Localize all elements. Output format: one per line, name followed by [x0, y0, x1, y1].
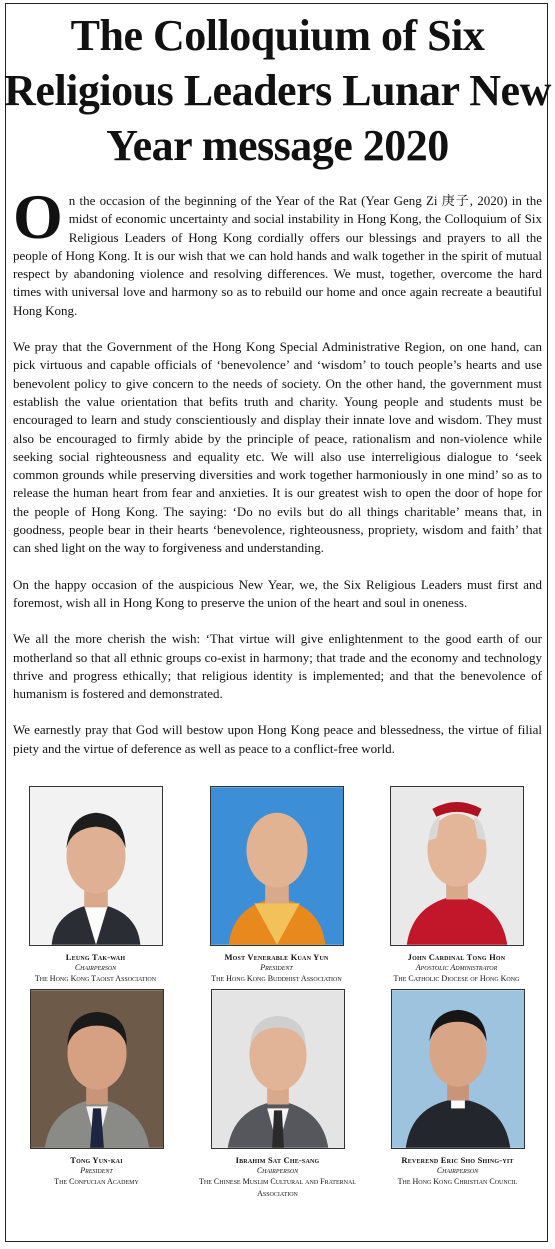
paragraph-5: We earnestly pray that God will bestow upon Hong Kong peace and blessedness, the virtue of filial piety and the virtue of deference as well as peace to a conflict-free world.: [13, 722, 542, 756]
portrait-photo: [30, 989, 164, 1149]
leader-name: Leung Tak-wah: [65, 952, 126, 962]
leader-role: President: [260, 963, 293, 972]
leader-organization: The Hong Kong Christian Council: [397, 1177, 518, 1186]
paragraph-4: We all the more cherish the wish: ‘That virtue will give enlightenment to the good earth of our motherland so that all ethnic groups co-exist in harmony; that trade and the economy and technology thrive and progress ethically; that religious identity is implemented; and that the benevolence of humanism is fostered and demonstrated.: [13, 631, 542, 702]
leader-role: Chairperson: [74, 963, 117, 972]
leader-role: Chairperson: [436, 1166, 479, 1175]
portrait-photo: [211, 989, 345, 1149]
leader-card-3: [364, 786, 549, 985]
drop-cap: O: [13, 181, 63, 252]
leader-organization: The Catholic Diocese of Hong Kong: [393, 974, 520, 983]
leader-name: John Cardinal Tong Hon: [407, 952, 506, 962]
leader-card-1: [3, 786, 188, 985]
paragraph-1: On the occasion of the beginning of the Year of the Rat (Year Geng Zi 庚子, 2020) in the midst of economic uncertainty and social instability in Hong Kong, the Colloquium of Six Religious Leaders of Hong Kong cordially offers our blessings and prayers to all the people of Hong Kong. It is our wish that we can hold hands and walk together in the spirit of mutual respect by abandoning violence and resolving differences. We must, together, overcome the hard times with universal love and harmony so as to rebuild our home and once again recreate a beautiful Hong Kong.: [13, 181, 542, 318]
leader-card-2: [184, 786, 369, 985]
leader-role: Apostolic Administrator: [415, 963, 498, 972]
leader-card-5: [185, 989, 370, 1200]
leader-role: President: [80, 1166, 113, 1175]
leader-card-6: [365, 989, 550, 1188]
leader-name: Tong Yun-kai: [70, 1155, 123, 1165]
paragraph-3: On the happy occasion of the auspicious New Year, we, the Six Religious Leaders must first and foremost, wish all in Hong Kong to preserve the union of the heart and soul in oneness.: [13, 576, 542, 610]
leader-organization: The Hong Kong Buddhist Association: [211, 974, 342, 983]
leader-name: Reverend Eric Sho Shing-yit: [401, 1155, 514, 1165]
portrait-photo: [210, 786, 344, 946]
paragraph-2: We pray that the Government of the Hong Kong Special Administrative Region, on one hand, can pick virtuous and capable officials of ‘benevolence’ and ‘wisdom’ to touch people’s hearts and use benevolent policy to give concern to the needs of society. On the other hand, the government must establish the value orientation that befits truth and charity. Young people and students must be encouraged to learn and study conscientiously and display their innate love and wisdom. They must also be encouraged to firmly abide by the principle of peace, rationalism and non-violence while seeking social righteousness and equality etc. We will also use interreligious dialogue to ‘seek common grounds while preserving diversities and work together harmoniously in one mind’ so as to release the human heart from fear and anxieties. It is our greatest wish to open the door of hope for the people of Hong Kong. The saying: ‘Do no evils but do all things charitable’ means that, in goodness, people bear in their hearts ‘benevolence, righteousness, propriety, wisdom and faith’ that can shed light on the way to forgiveness and understanding.: [13, 339, 542, 556]
portrait-photo: [29, 786, 163, 946]
leader-organization: The Chinese Muslim Cultural and Fraternal Association: [199, 1177, 356, 1198]
leader-organization: The Confucian Academy: [54, 1177, 139, 1186]
portrait-photo: [390, 786, 524, 946]
page-title: The Colloquium of Six Religious Leaders Lunar New Year message 2020: [4, 11, 551, 170]
leader-name: Most Venerable Kuan Yun: [224, 952, 329, 962]
leader-role: Chairperson: [256, 1166, 299, 1175]
leader-organization: The Hong Kong Taoist Association: [34, 974, 157, 983]
leader-card-4: [4, 989, 189, 1188]
message-body: [13, 181, 542, 776]
portrait-photo: [391, 989, 525, 1149]
leader-name: Ibrahim Sat Che-sang: [235, 1155, 320, 1165]
